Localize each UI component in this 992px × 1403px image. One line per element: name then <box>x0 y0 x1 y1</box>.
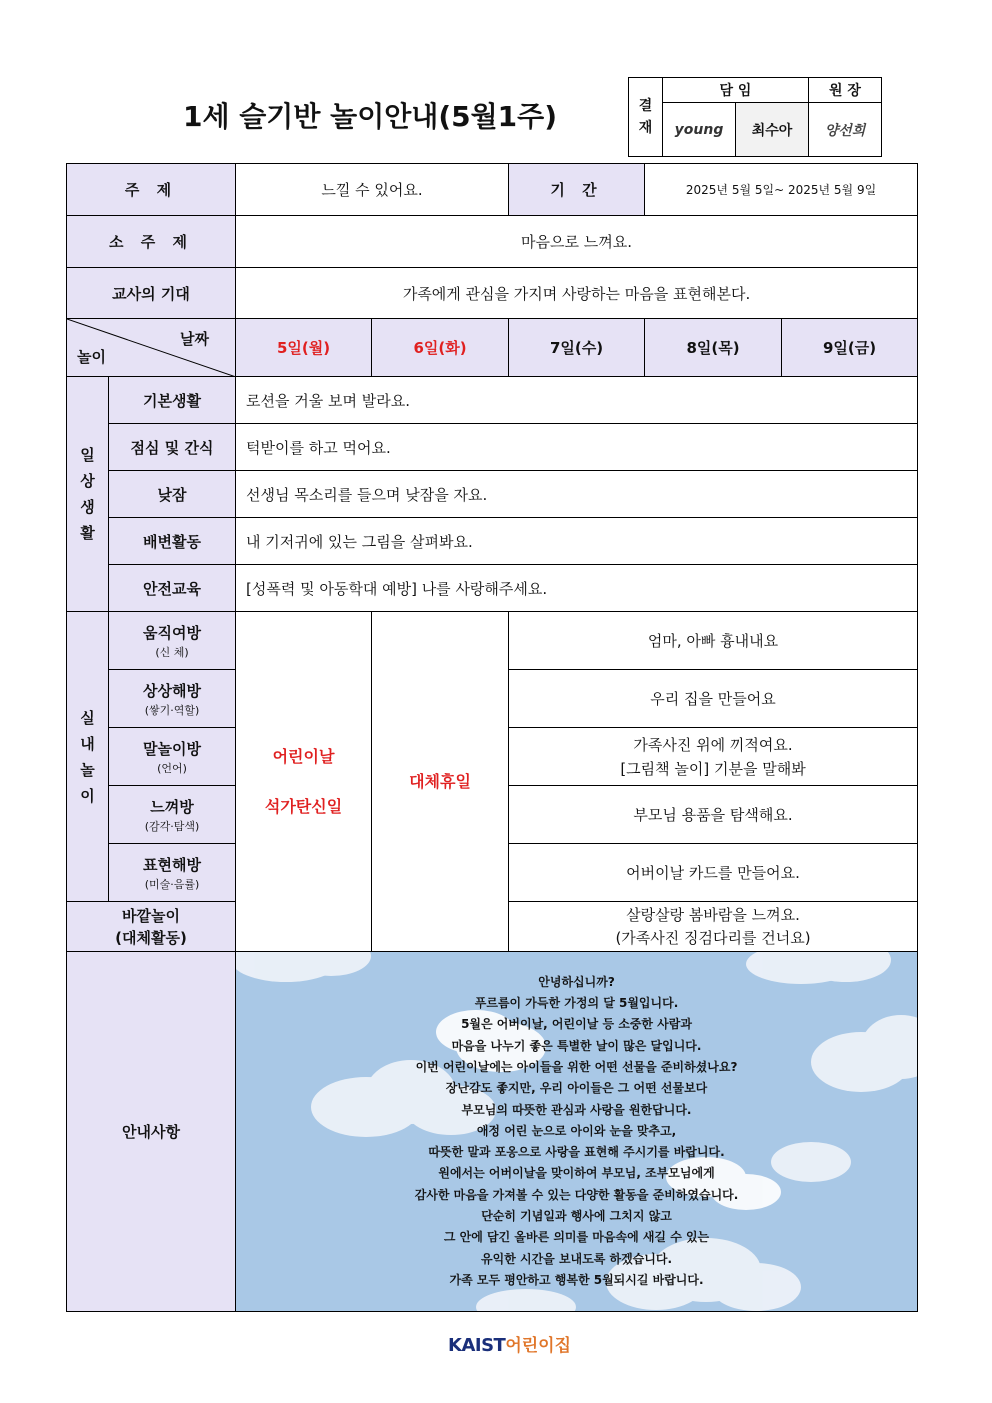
notice-line: 그 안에 담긴 올바른 의미를 마음속에 새길 수 있는 <box>443 1230 710 1245</box>
play-room-name <box>109 786 236 844</box>
play-room-name <box>109 728 236 786</box>
play-room-title: 느껴방 <box>150 797 194 816</box>
play-room-title: 상상해방 <box>143 681 201 700</box>
signature-3: 양선희 <box>809 103 882 157</box>
notice-line: 따뜻한 말과 포옹으로 사랑을 표현해 주시기를 바랍니다. <box>428 1145 725 1160</box>
outdoor-value <box>509 902 918 952</box>
outdoor-value-line-2: (가족사진 징검다리를 건너요) <box>615 928 811 947</box>
day-tue: 6일(화) <box>372 319 509 377</box>
page-title: 1세 슬기반 놀이안내(5월1주) <box>182 100 558 133</box>
approval-side-label-1: 결 <box>638 98 653 114</box>
kaist-kindergarten-logo <box>448 1330 571 1362</box>
daily-row-value: 로션을 거울 보며 발라요. <box>236 377 918 424</box>
play-room-sub: (쌓기·역할) <box>144 703 200 717</box>
notice-text <box>236 972 917 1291</box>
play-room-value: 부모님 용품을 탐색해요. <box>509 786 918 844</box>
expectation-label: 교사의 기대 <box>67 268 236 319</box>
plan-table <box>66 163 918 1312</box>
day-fri: 9일(금) <box>782 319 918 377</box>
play-room-title: 말놀이방 <box>143 739 201 758</box>
play-room-title: 표현해방 <box>143 855 201 874</box>
notice-line: 유익한 시간을 보내도록 하겠습니다. <box>481 1251 673 1266</box>
play-room-sub: (신 체) <box>155 645 189 659</box>
director-label: 원 장 <box>809 78 882 103</box>
play-label: 놀이 <box>77 348 106 366</box>
daily-life-label-2: 상 <box>80 472 95 490</box>
play-room-value-line-2: [그림책 놀이] 기분을 말해봐 <box>620 759 806 778</box>
indoor-play-label-4: 이 <box>80 786 95 805</box>
daily-row-name: 기본생활 <box>109 377 236 424</box>
daily-row-name: 안전교육 <box>109 565 236 612</box>
play-room-name <box>109 670 236 728</box>
subtheme-label: 소 주 제 <box>67 216 236 268</box>
indoor-play-label-2: 내 <box>80 734 95 753</box>
approval-side-label-2: 재 <box>638 120 653 136</box>
day-thu: 8일(목) <box>645 319 782 377</box>
daily-row-value: 내 기저귀에 있는 그림을 살펴봐요. <box>236 518 918 565</box>
period-label: 기 간 <box>509 164 645 216</box>
play-room-sub: (언어) <box>157 761 187 775</box>
approval-side-label <box>629 78 663 157</box>
logo-suffix: 어린이집 <box>505 1336 572 1356</box>
notice-line: 부모님의 따뜻한 관심과 사랑을 원한답니다. <box>461 1102 692 1117</box>
notice-line: 원에서는 어버이날을 맞이하여 부모님, 조부모님에게 <box>438 1166 715 1181</box>
signature-2: 최수아 <box>736 103 809 157</box>
logo-brand: KAIST <box>448 1335 506 1356</box>
daily-row-value: [성폭력 및 아동학대 예방] 나를 사랑해주세요. <box>236 565 918 612</box>
notice-line: 이번 어린이날에는 아이들을 위한 어떤 선물을 준비하셨나요? <box>415 1059 738 1074</box>
indoor-play-label <box>67 612 109 902</box>
notice-label: 안내사항 <box>67 952 236 1312</box>
notice-cell <box>236 952 918 1312</box>
daily-life-label-3: 생 <box>80 498 95 516</box>
daily-row-name: 점심 및 간식 <box>109 424 236 471</box>
indoor-play-label-1: 실 <box>80 708 95 727</box>
play-room-value: 우리 집을 만들어요 <box>509 670 918 728</box>
indoor-play-label-3: 놀 <box>80 760 95 779</box>
daily-row-value: 선생님 목소리를 들으며 낮잠을 자요. <box>236 471 918 518</box>
expectation-value: 가족에게 관심을 가지며 사랑하는 마음을 표현해본다. <box>236 268 918 319</box>
play-room-sub: (감각·탐색) <box>144 819 200 833</box>
daily-life-label-4: 활 <box>80 524 95 542</box>
date-play-header <box>67 319 236 377</box>
day-wed: 7일(수) <box>509 319 645 377</box>
play-room-name <box>109 844 236 902</box>
outdoor-label-2: (대체활동) <box>115 928 187 947</box>
notice-line: 가족 모두 평안하고 행복한 5월되시길 바랍니다. <box>449 1272 704 1287</box>
subtheme-value: 마음으로 느껴요. <box>236 216 918 268</box>
play-room-sub: (미술·음률) <box>144 877 200 891</box>
notice-line: 장난감도 좋지만, 우리 아이들은 그 어떤 선물보다 <box>445 1081 708 1096</box>
outdoor-label-1: 바깥놀이 <box>122 906 180 925</box>
holiday-childrens-day: 어린이날 <box>272 746 335 766</box>
daily-row-name: 낮잠 <box>109 471 236 518</box>
notice-line: 푸르름이 가득한 가정의 달 5월입니다. <box>474 996 679 1011</box>
notice-line: 애정 어린 눈으로 아이와 눈을 맞추고, <box>476 1123 677 1138</box>
notice-line: 5월은 어버이날, 어린이날 등 소중한 사람과 <box>461 1017 692 1032</box>
notice-line: 안녕하십니까? <box>538 974 615 989</box>
play-room-name <box>109 612 236 670</box>
tuesday-holiday <box>372 612 509 952</box>
notice-line: 단순히 기념일과 행사에 그치지 않고 <box>481 1209 672 1224</box>
play-room-value: 어버이날 카드를 만들어요. <box>509 844 918 902</box>
play-room-value-line-1: 가족사진 위에 끼적여요. <box>633 735 793 754</box>
monday-holiday <box>236 612 372 952</box>
holiday-buddha-birthday: 석가탄신일 <box>264 796 343 816</box>
signature-1: young <box>663 103 736 157</box>
daily-life-label-1: 일 <box>80 446 95 464</box>
approval-box <box>628 77 882 157</box>
day-mon: 5일(월) <box>236 319 372 377</box>
daily-row-value: 턱받이를 하고 먹어요. <box>236 424 918 471</box>
outdoor-value-line-1: 살랑살랑 봄바람을 느껴요. <box>626 905 800 924</box>
period-value: 2025년 5월 5일~ 2025년 5월 9일 <box>645 164 918 216</box>
notice-line: 마음을 나누기 좋은 특별한 날이 많은 달입니다. <box>451 1038 702 1053</box>
play-room-value <box>509 728 918 786</box>
notice-line: 감사한 마음을 가져볼 수 있는 다양한 활동을 준비하였습니다. <box>414 1187 739 1202</box>
date-label: 날짜 <box>180 330 210 348</box>
holiday-substitute: 대체휴일 <box>409 771 471 791</box>
play-room-value: 엄마, 아빠 흉내내요 <box>509 612 918 670</box>
daily-life-label <box>67 377 109 612</box>
daily-row-name: 배변활동 <box>109 518 236 565</box>
theme-value: 느낄 수 있어요. <box>236 164 509 216</box>
head-teacher-label: 담 임 <box>663 78 809 103</box>
theme-label: 주 제 <box>67 164 236 216</box>
outdoor-label <box>67 902 236 952</box>
play-room-title: 움직여방 <box>143 623 201 642</box>
